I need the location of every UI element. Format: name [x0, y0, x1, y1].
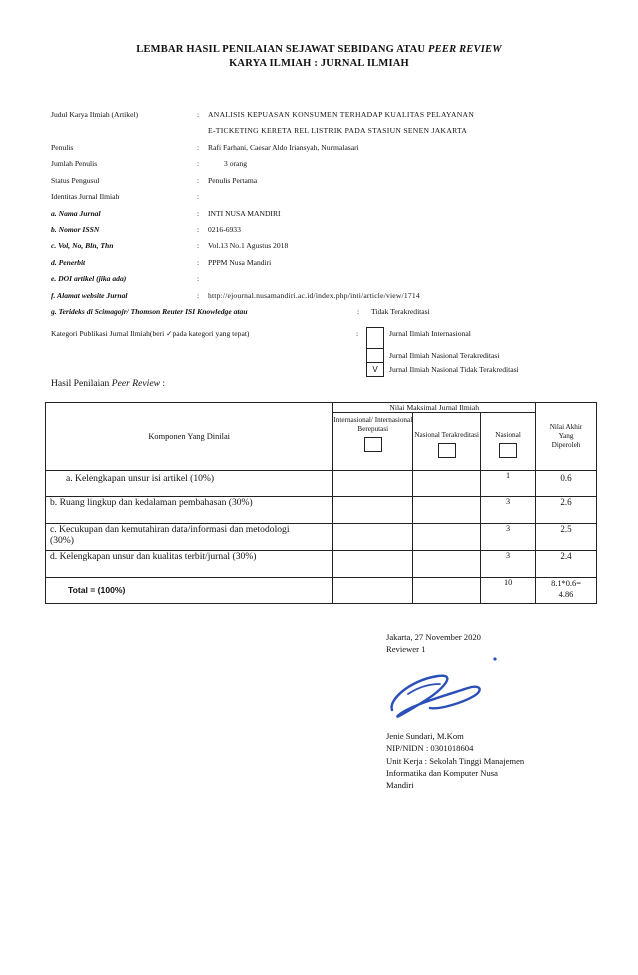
akhir-cell: 2.5: [536, 524, 597, 551]
penulis-label: Penulis: [51, 143, 74, 152]
intl-header: Internasional/ Internasional Bereputasi: [333, 416, 413, 433]
status-label: Status Pengusul: [51, 176, 100, 185]
index-value: Tidak Terakreditasi: [371, 307, 430, 316]
colon: :: [197, 110, 200, 119]
colon: :: [197, 274, 200, 283]
nas-akr-cell: [413, 471, 481, 497]
vol-value: Vol.13 No.1 Agustus 2018: [208, 241, 289, 250]
issn-value: 0216-6933: [208, 225, 241, 234]
komponen-cell: a. Kelengkapan unsur isi artikel (10%): [46, 471, 333, 497]
akhir-cell: 2.6: [536, 497, 597, 524]
intl-cell: [333, 497, 413, 524]
reviewer-unit-3: Mandiri: [386, 780, 414, 790]
nilai-akhir-header: Nilai Akhir Yang Diperoleh: [536, 403, 597, 471]
title-line1-italic: PEER REVIEW: [428, 44, 502, 55]
nas-akr-cell: [413, 497, 481, 524]
nasional-cell: 3: [481, 524, 536, 551]
judul-value-2: E-TICKETING KERETA REL LISTRIK PADA STASIUN SENEN JAKARTA: [208, 126, 468, 135]
total-row: [46, 578, 597, 604]
nas-akr-header-cell: [413, 413, 481, 471]
judul-label: Judul Karya Ilmiah (Artikel): [51, 110, 139, 119]
colon: :: [197, 241, 200, 250]
nas-akr-cell: [413, 578, 481, 604]
table-row: [46, 471, 597, 497]
nas-header-cell: [481, 413, 536, 471]
colon: :: [197, 209, 200, 218]
table-row: [46, 497, 597, 524]
total-nasional: 10: [481, 578, 536, 604]
intl-cell: [333, 578, 413, 604]
doi-label: e. DOI artikel (jika ada): [51, 274, 127, 283]
table-row: [46, 551, 597, 578]
penulis-value: Rafi Farhani, Caesar Aldo Iriansyah, Nurmalasari: [208, 143, 359, 152]
hasil-label-c: :: [162, 378, 166, 389]
nilai-maks-header: Nilai Maksimal Jurnal Ilmiah: [333, 403, 536, 413]
colon: :: [356, 329, 359, 338]
colon: :: [357, 307, 360, 316]
nas-akr-cell: [413, 524, 481, 551]
judul-value-1: ANALISIS KEPUASAN KONSUMEN TERHADAP KUALITAS PELAYANAN: [208, 110, 475, 119]
signature-image: [380, 650, 510, 730]
akhir-cell: 2.4: [536, 551, 597, 578]
kategori-checkbox-internasional[interactable]: [366, 327, 384, 349]
document-subtitle: KARYA ILMIAH : JURNAL ILMIAH: [229, 58, 409, 69]
signature-dot: [493, 657, 496, 660]
hasil-label-a: Hasil Penilaian: [51, 378, 110, 389]
kategori-option-tidak-terakreditasi: Jurnal Ilmiah Nasional Tidak Terakreditasi: [389, 365, 519, 374]
intl-cell: [333, 524, 413, 551]
hasil-label: [51, 378, 165, 389]
akhir-cell: 0.6: [536, 471, 597, 497]
reviewer-unit-2: Informatika dan Komputer Nusa: [386, 768, 498, 778]
assessment-table: [45, 402, 597, 604]
nas-akr-checkbox[interactable]: [438, 443, 456, 458]
nasional-cell: 3: [481, 551, 536, 578]
komponen-cell: d. Kelengkapan unsur dan kualitas terbit/jurnal (30%): [46, 551, 333, 578]
issn-label: b. Nomor ISSN: [51, 225, 100, 234]
reviewer-nip: NIP/NIDN : 0301018604: [386, 743, 474, 753]
nas-akr-header: Nasional Terakreditasi: [414, 431, 479, 439]
reviewer-name: Jenie Sundari, M.Kom: [386, 731, 464, 741]
kategori-option-terakreditasi: Jurnal Ilmiah Nasional Terakreditasi: [389, 351, 500, 360]
nasional-cell: 1: [481, 471, 536, 497]
kategori-checkbox-tidak-terakreditasi[interactable]: V: [366, 362, 384, 377]
colon: :: [197, 176, 200, 185]
colon: :: [197, 192, 200, 201]
document-title: [0, 44, 638, 55]
reviewer-role: Reviewer 1: [386, 644, 426, 654]
intl-cell: [333, 551, 413, 578]
nama-label: a. Nama Jurnal: [51, 209, 101, 218]
kategori-label: Kategori Publikasi Jurnal Ilmiah(beri ✓pada kategori yang tepat): [51, 329, 250, 338]
kategori-option-internasional: Jurnal Ilmiah Internasional: [389, 329, 471, 338]
komponen-header: Komponen Yang Dinilai: [46, 403, 333, 471]
penerbit-label: d. Penerbit: [51, 258, 86, 267]
penerbit-value: PPPM Nusa Mandiri: [208, 258, 272, 267]
index-label: g. Terideks di Scimagojr/ Thomson Reuter ISI Knowledge atau: [51, 307, 248, 316]
intl-cell: [333, 471, 413, 497]
nasional-cell: 3: [481, 497, 536, 524]
total-label: Total = (100%): [46, 578, 333, 604]
identitas-label: Identitas Jurnal Ilmiah: [51, 192, 120, 201]
intl-checkbox[interactable]: [364, 437, 382, 452]
nas-header: Nasional: [495, 431, 521, 439]
total-akhir-cell: [536, 578, 597, 604]
jumlah-value: 3 orang: [224, 159, 247, 168]
status-value: Penulis Pertama: [208, 176, 258, 185]
komponen-cell: c. Kecukupan dan kemutahiran data/informasi dan metodologi (30%): [46, 524, 333, 551]
total-akhir-line1: 8.1*0.6=: [551, 579, 581, 588]
reviewer-unit-1: Unit Kerja : Sekolah Tinggi Manajemen: [386, 756, 525, 766]
kategori-checkbox-terakreditasi[interactable]: [366, 348, 384, 363]
intl-header-cell: [333, 413, 413, 471]
total-akhir-line2: 4.86: [558, 590, 574, 599]
colon: :: [197, 159, 200, 168]
jumlah-label: Jumlah Penulis: [51, 159, 98, 168]
title-line1-text: LEMBAR HASIL PENILAIAN SEJAWAT SEBIDANG ATAU: [136, 44, 426, 55]
nas-akr-cell: [413, 551, 481, 578]
colon: :: [197, 291, 200, 300]
web-value: http://ejournal.nusamandiri.ac.id/index.php/inti/article/view/1714: [208, 291, 420, 300]
vol-label: c. Vol, No, Bln, Thn: [51, 241, 114, 250]
colon: :: [197, 258, 200, 267]
table-row: [46, 524, 597, 551]
colon: :: [197, 225, 200, 234]
colon: :: [197, 143, 200, 152]
web-label: f. Alamat website Jurnal: [51, 291, 128, 300]
nama-value: INTI NUSA MANDIRI: [208, 209, 281, 218]
place-date: Jakarta, 27 November 2020: [386, 632, 481, 642]
signature-stroke: [392, 676, 480, 717]
hasil-label-b: Peer Review: [111, 378, 160, 389]
nas-checkbox[interactable]: [499, 443, 517, 458]
komponen-cell: b. Ruang lingkup dan kedalaman pembahasan (30%): [46, 497, 333, 524]
